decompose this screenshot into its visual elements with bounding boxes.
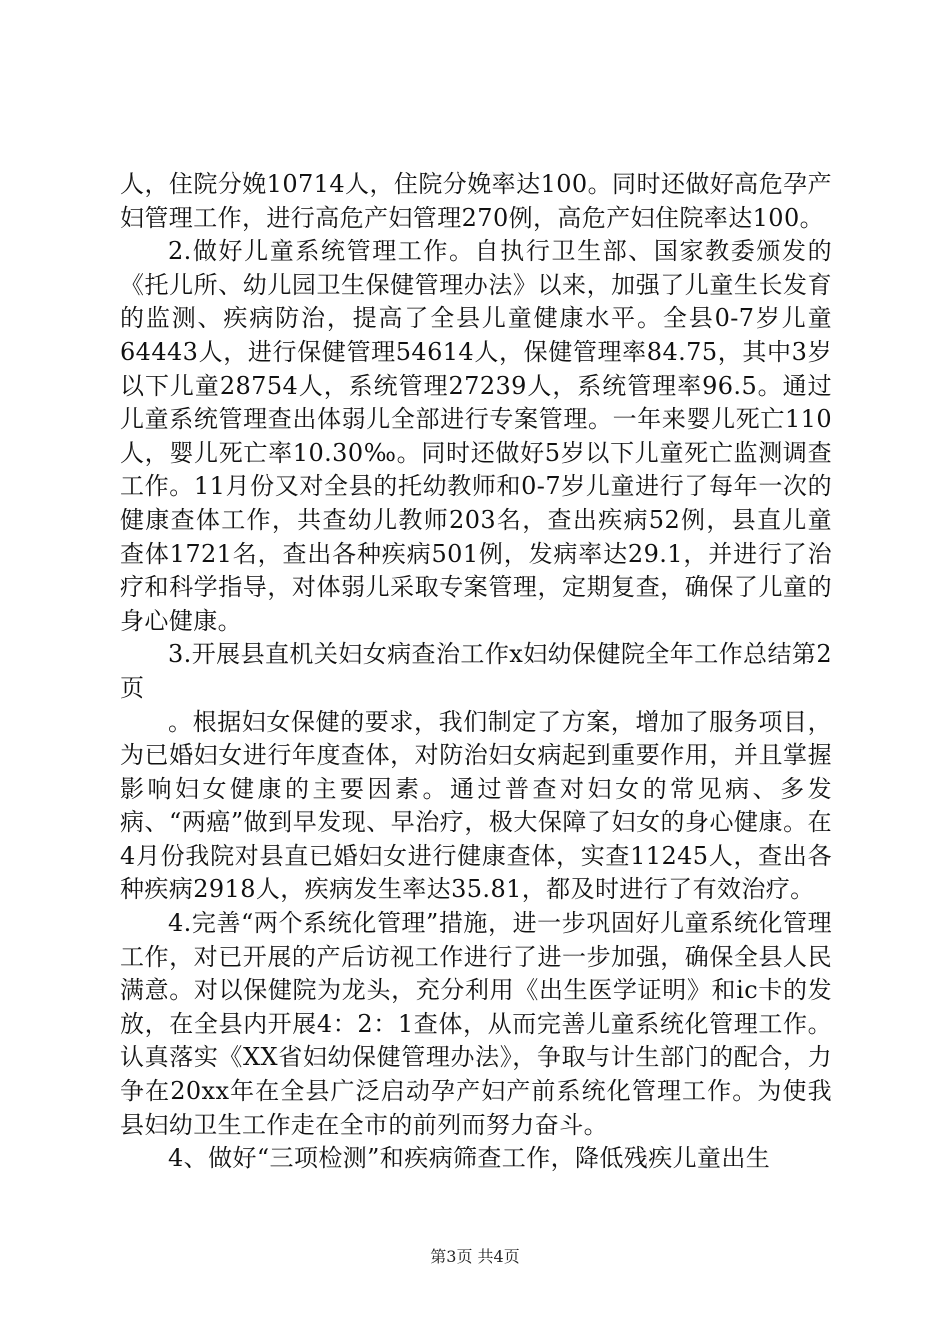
paragraph-system-management: 4.完善“两个系统化管理”措施，进一步巩固好儿童系统化管理工作，对已开展的产后访视工作进行了进一步加强，确保全县人民满意。对以保健院为龙头，充分利用《出生医学证明》和ic卡的发放，在全县内开展4：2：1查体，从而完善儿童系统化管理工作。认真落实《XX省妇幼保健管理办法》，争取与计生部门的配合，力争在20xx年在全县广泛启动孕产妇产前系统化管理工作。为使我县妇幼卫生工作走在全市的前列而努力奋斗。 xyxy=(120,909,832,1139)
page-footer: 第3页 共4页 xyxy=(430,1247,520,1266)
paragraph-women-health: 。根据妇女保健的要求，我们制定了方案，增加了服务项目，为已婚妇女进行年度查体，对防治妇女病起到重要作用，并且掌握影响妇女健康的主要因素。通过普查对妇女的常见病、多发病、“两癌”做到早发现、早治疗，极大保障了妇女的身心健康。在4月份我院对县直已婚妇女进行健康查体，实查11245人，查出各种疾病2918人，疾病发生率达35.81，都及时进行了有效治疗。 xyxy=(120,707,832,904)
paragraph-continuation: 人，住院分娩10714人，住院分娩率达100。同时还做好高危孕产妇管理工作，进行高危产妇管理270例，高危产妇住院率达100。 xyxy=(120,170,832,232)
paragraph-three-tests: 4、做好“三项检测”和疾病筛查工作，降低残疾儿童出生 xyxy=(168,1144,771,1173)
paragraph-women-disease-heading: 3.开展县直机关妇女病查治工作x妇幼保健院全年工作总结第2页 xyxy=(120,640,832,702)
document-body xyxy=(120,168,832,1176)
paragraph-child-management: 2.做好儿童系统管理工作。自执行卫生部、国家教委颁发的《托儿所、幼儿园卫生保健管理办法》以来，加强了儿童生长发育的监测、疾病防治，提高了全县儿童健康水平。全县0-7岁儿童64443人，进行保健管理54614人，保健管理率84.75，其中3岁以下儿童28754人，系统管理27239人，系统管理率96.5。通过儿童系统管理查出体弱儿全部进行专案管理。一年来婴儿死亡110人，婴儿死亡率10.30‰。同时还做好5岁以下儿童死亡监测调查工作。11月份又对全县的托幼教师和0-7岁儿童进行了每年一次的健康查体工作，共查幼儿教师203名，查出疾病52例，县直儿童查体1721名，查出各种疾病501例，发病率达29.1，并进行了治疗和科学指导，对体弱儿采取专案管理，定期复查，确保了儿童的身心健康。 xyxy=(120,237,832,635)
